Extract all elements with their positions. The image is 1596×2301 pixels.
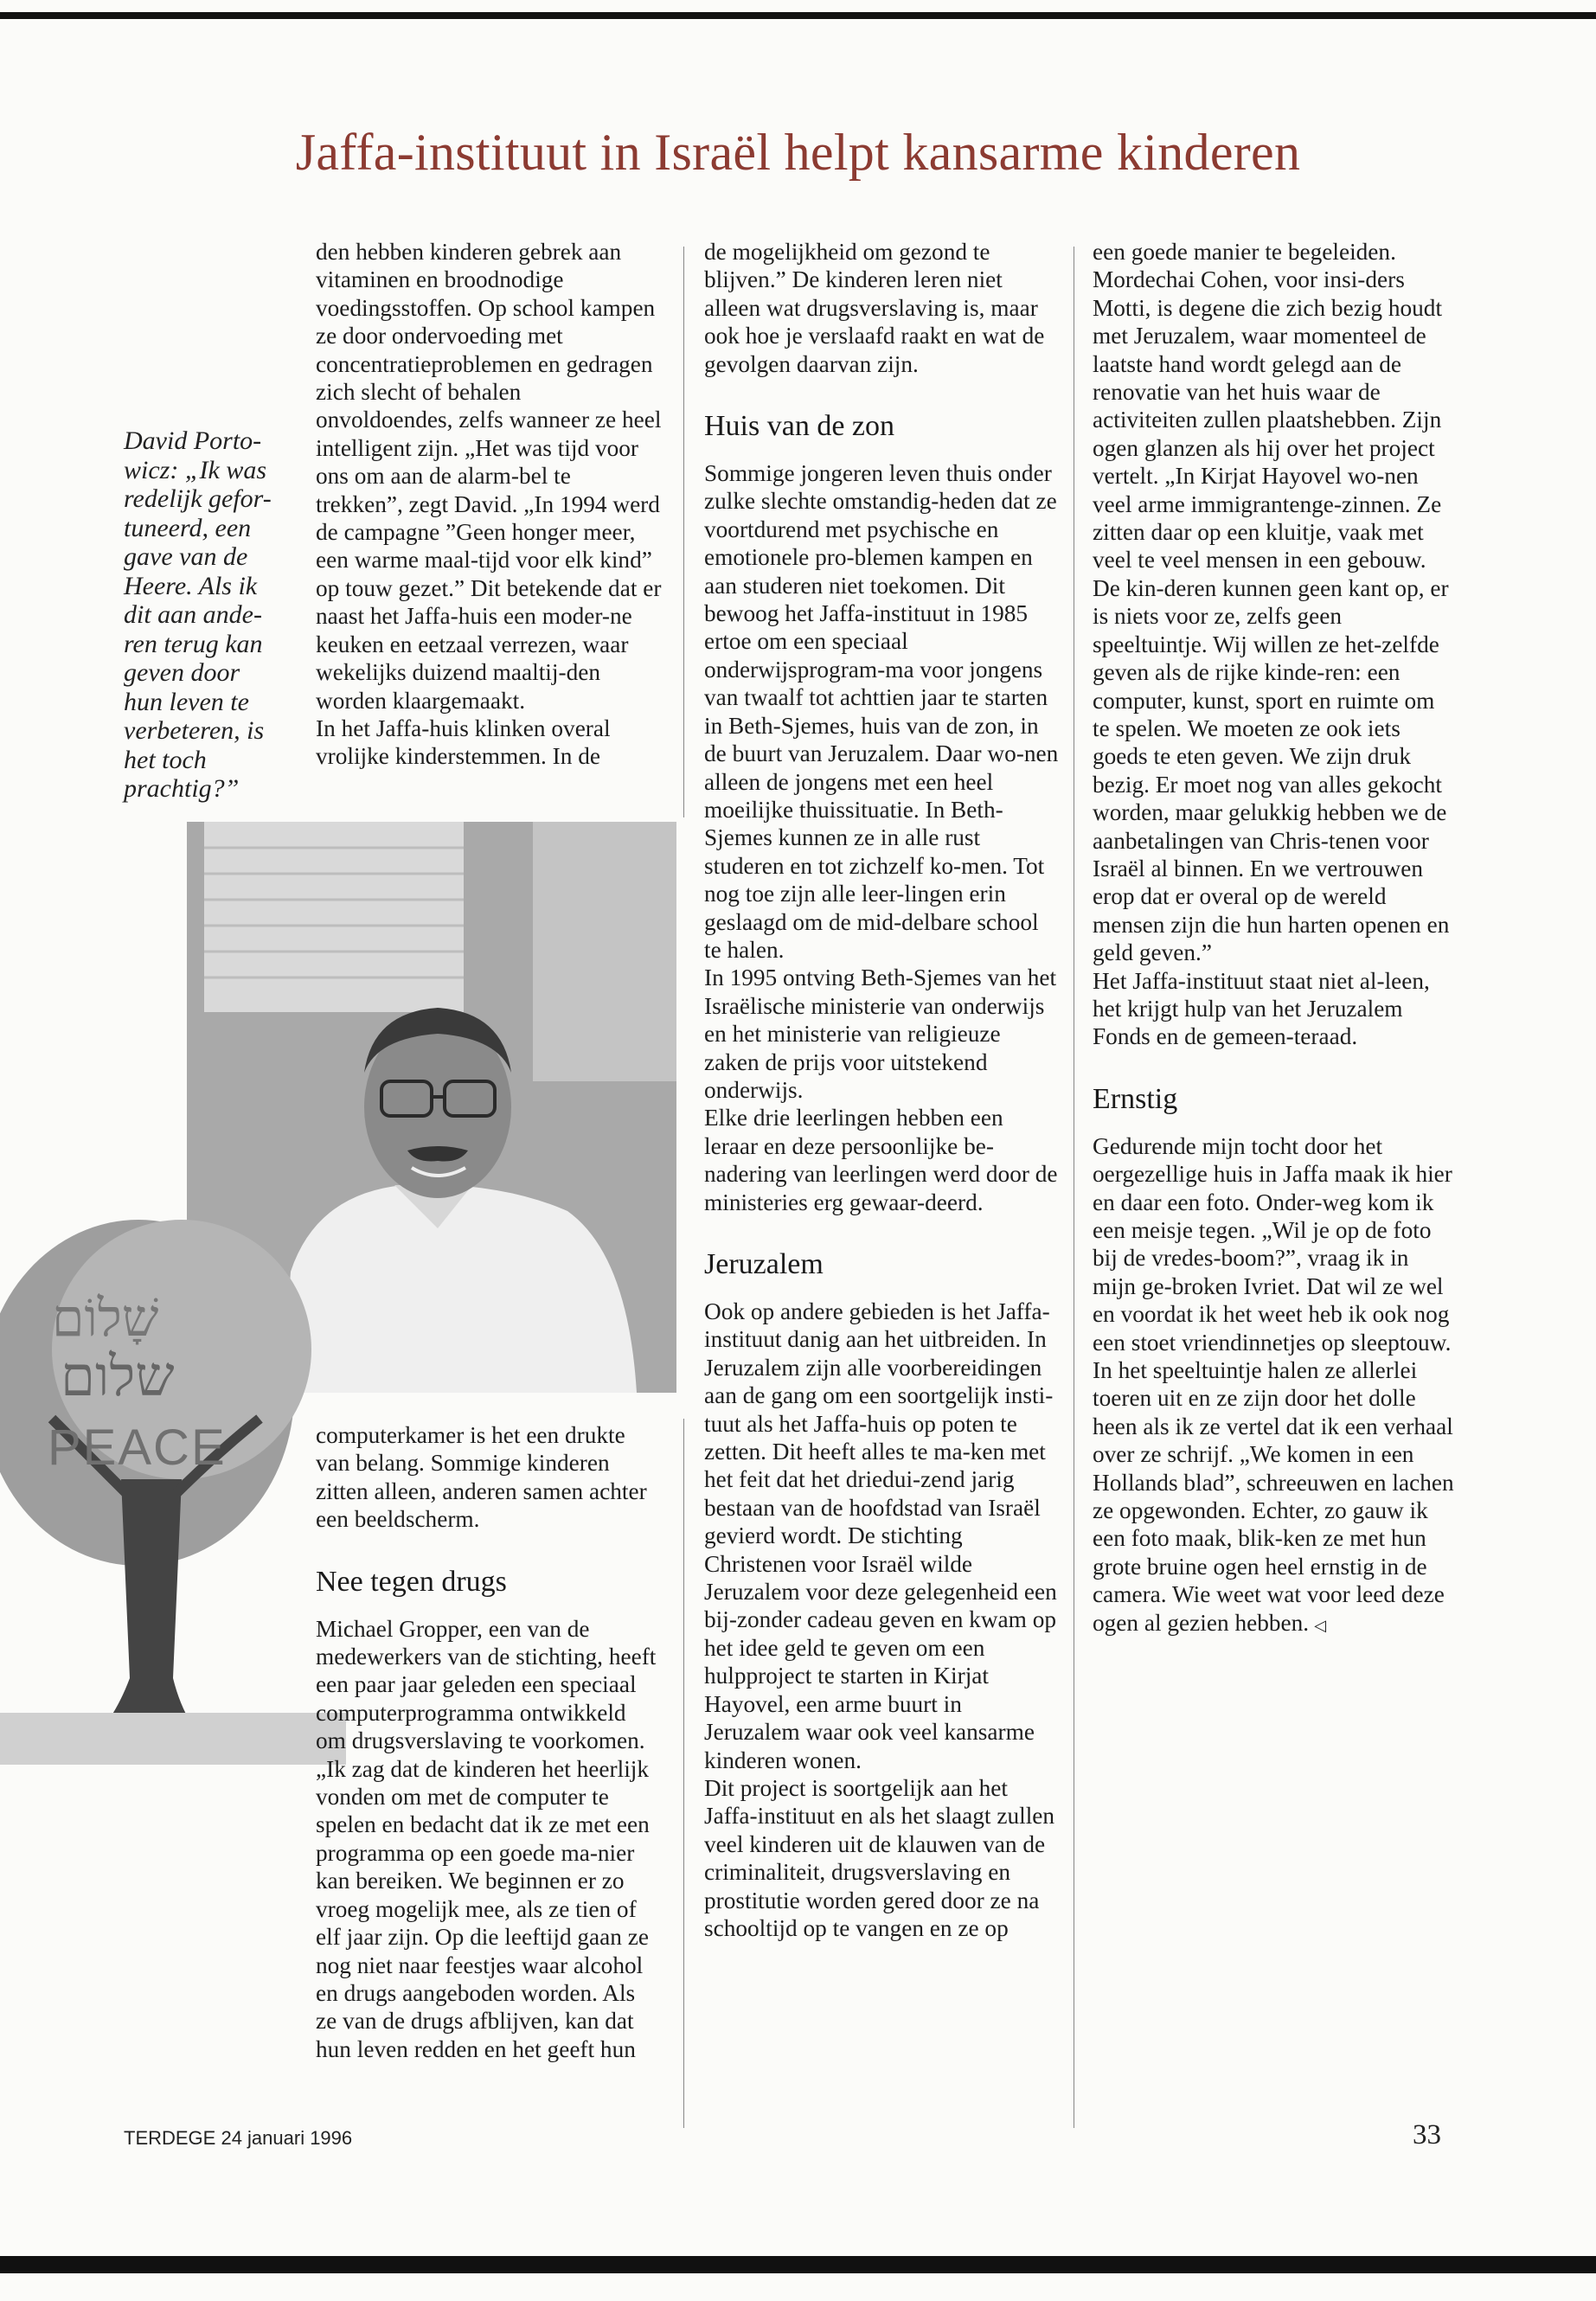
section-heading-drugs: Nee tegen drugs bbox=[316, 1565, 507, 1598]
paragraph: de mogelijkheid om gezond te blijven.” De kinderen leren niet alleen wat drugsverslaving is, maar ook hoe je verslaafd raakt en wat de gevolgen daarvan zijn. bbox=[704, 239, 1045, 377]
page-number: 33 bbox=[1413, 2119, 1441, 2150]
end-mark-icon: ◁ bbox=[1314, 1616, 1326, 1634]
paragraph: den hebben kinderen gebrek aan vitaminen en broodnodige voedingsstoffen. Op school kampen ze door ondervoeding met concentratieproblemen en gedragen zich slecht of behalen onvoldoendes, zelfs wanneer ze heel intelligent zijn. „Het was tijd voor ons om aan de alarm-bel te trekken”, zegt David. „In 1994 werd de campagne ”Geen honger meer, een warme maal-tijd voor elk kind” op touw gezet.” Dit betekende dat er naast het Jaffa-huis een moder-ne keuken en eetzaal verrezen, waar wekelijks duizend maaltij-den worden klaargemaakt. bbox=[316, 239, 662, 714]
column-divider bbox=[683, 1419, 684, 2128]
paragraph: computerkamer is het een drukte van belang. Sommige kinderen zitten alleen, anderen samen achter een beeldscherm. bbox=[316, 1422, 647, 1533]
column-2 bbox=[704, 238, 1061, 1942]
paragraph: In 1995 ontving Beth-Sjemes van het Israëlische ministerie van onderwijs en het ministerie van religieuze zaken de prijs voor uitstekend onderwijs. bbox=[704, 965, 1057, 1103]
paragraph bbox=[1093, 1132, 1456, 1639]
pull-quote: David Porto-wicz: „Ik was redelijk gefor-tuneerd, een gave van de Heere. Als ik dit aan ande-ren terug kan geven door hun leven te verbeteren, is het toch prachtig?” bbox=[124, 426, 272, 803]
bottom-rule bbox=[0, 2256, 1596, 2273]
paragraph: Elke drie leerlingen hebben een leraar en deze persoonlijke be-nadering van leerlingen werd door de ministeries erg gewaar-deerd. bbox=[704, 1105, 1058, 1215]
sign-text-mid: שלום bbox=[61, 1346, 175, 1407]
section-heading-jeruzalem: Jeruzalem bbox=[704, 1248, 824, 1280]
paragraph: Dit project is soortgelijk aan het Jaffa-instituut en als het slaagt zullen veel kinderen uit de klauwen van de criminaliteit, drugsverslaving en prostitutie worden gered door ze na schooltijd op te vangen en ze op bbox=[704, 1774, 1055, 1941]
headline: Jaffa-instituut in Israël helpt kansarme kinderen bbox=[295, 124, 1301, 181]
paragraph: Sommige jongeren leven thuis onder zulke slechte omstandig-heden dat ze voortdurend met psychische en emotionele pro-blemen kampen en aan studeren niet toekomen. Dit bewoog het Jaffa-instituut in 1985 ertoe om een speciaal onderwijsprogram-ma voor jongens van twaalf tot achttien jaar te starten in Beth-Sjemes, huis van de zon, in de buurt van Jeruzalem. Daar wo-nen alleen de jongens met een heel moeilijke thuissituatie. In Beth-Sjemes kunnen ze in alle rust studeren en tot zichzelf ko-men. Tot nog toe zijn alle leer-lingen erin geslaagd om de mid-delbare school te halen. bbox=[704, 460, 1059, 963]
tree-svg bbox=[0, 1194, 346, 1765]
paragraph: Ook op andere gebieden is het Jaffa-instituut danig aan het uitbreiden. In Jeruzalem zijn alle voorbereidingen aan de gang om een soortgelijk insti-tuut als het Jaffa-huis op poten te zetten. Dit heeft alles te ma-ken met het feit dat het driedui-zend jarig bestaan van de hoofdstad van Israël gevierd wordt. De stichting Christenen voor Israël wilde Jeruzalem voor deze gelegenheid een bij-zonder cadeau geven en kwam op het idee geld te geven om een hulpproject te starten in Kirjat Hayovel, een arme buurt in Jeruzalem waar ook veel kansarme kinderen wonen. bbox=[704, 1298, 1057, 1773]
paragraph: In het Jaffa-huis klinken overal vrolijke kinderstemmen. In de bbox=[316, 715, 611, 770]
paragraph: Het Jaffa-instituut staat niet al-leen, het krijgt hulp van het Jeruzalem Fonds en de gemeen-teraad. bbox=[1093, 967, 1430, 1050]
top-rule bbox=[0, 12, 1596, 19]
sign-text-peace: PEACE bbox=[48, 1420, 227, 1476]
peace-tree-illustration bbox=[0, 1194, 346, 1765]
footer-publication: TERDEGE 24 januari 1996 bbox=[124, 2127, 353, 2149]
column-1-top bbox=[316, 238, 662, 771]
section-heading-ernstig: Ernstig bbox=[1093, 1082, 1178, 1115]
section-heading-zon: Huis van de zon bbox=[704, 410, 895, 443]
column-1-bottom bbox=[316, 1421, 662, 2063]
column-3 bbox=[1093, 238, 1456, 1639]
ernstig-text: Gedurende mijn tocht door het oergezellige huis in Jaffa maak ik hier en daar een foto. Onder-weg kom ik een meisje tegen. „Wil je op de foto bij de vredes-boom?”, vraag ik in mijn ge-broken Ivriet. Dat wil ze wel en voordat ik het weet heb ik ook nog een stoet vriendinnetjes op sleeptouw. In het speeltuintje halen ze allerlei toeren uit en ze zijn door het dolle heen als ik ze vertel dat ik een verhaal over ze schrijf. „We komen in een Hollands blad”, schreeuwen en lachen ze opgewonden. Echter, zo gauw ik een foto maak, blik-ken ze met hun grote bruine ogen heel ernstig in de camera. Wie weet wat voor leed deze ogen al gezien hebben. bbox=[1093, 1132, 1454, 1636]
paragraph: een goede manier te begeleiden. Mordechai Cohen, voor insi-ders Motti, is degene die zich bezig houdt met Jeruzalem, waar momenteel de laatste hand wordt gelegd aan de renovatie van het huis waar de activiteiten zullen plaatshebben. Zijn ogen glanzen als hij over het project vertelt. „In Kirjat Hayovel wo-nen veel arme immigrantenge-zinnen. Ze zitten daar op een kluitje, vaak met veel te veel mensen in een gebouw. De kin-deren kunnen geen kant op, er is niets voor ze, zelfs geen speeltuintje. Wij willen ze het-zelfde geven als de rijke kinde-ren: een computer, kunst, sport en ruimte om te spelen. We moeten ze ook iets goeds te eten geven. We zijn druk bezig. Er moet nog van alles gekocht worden, maar gelukkig hebben we de aanbetalingen van Chris-tenen voor Israël al binnen. En we vertrouwen erop dat er overal op de wereld mensen zijn die hun harten openen en geld geven.” bbox=[1093, 239, 1450, 966]
paragraph: Michael Gropper, een van de medewerkers van de stichting, heeft een paar jaar geleden een speciaal computerprogramma ontwikkeld om drugsverslaving te voorkomen. „Ik zag dat de kinderen het heerlijk vonden om met de computer te spelen en bedacht dat ik ze met een programma op een goede ma-nier kan bereiken. We beginnen er zo vroeg mogelijk mee, als ze tien of elf jaar zijn. Op die leeftijd gaan ze nog niet naar feestjes waar alcohol en drugs aangeboden worden. Als ze van de drugs afblijven, kan dat hun leven redden en het geeft hun bbox=[316, 1615, 657, 2062]
sign-text-top: שָׁלוֹם bbox=[52, 1290, 159, 1347]
column-divider bbox=[683, 247, 684, 817]
